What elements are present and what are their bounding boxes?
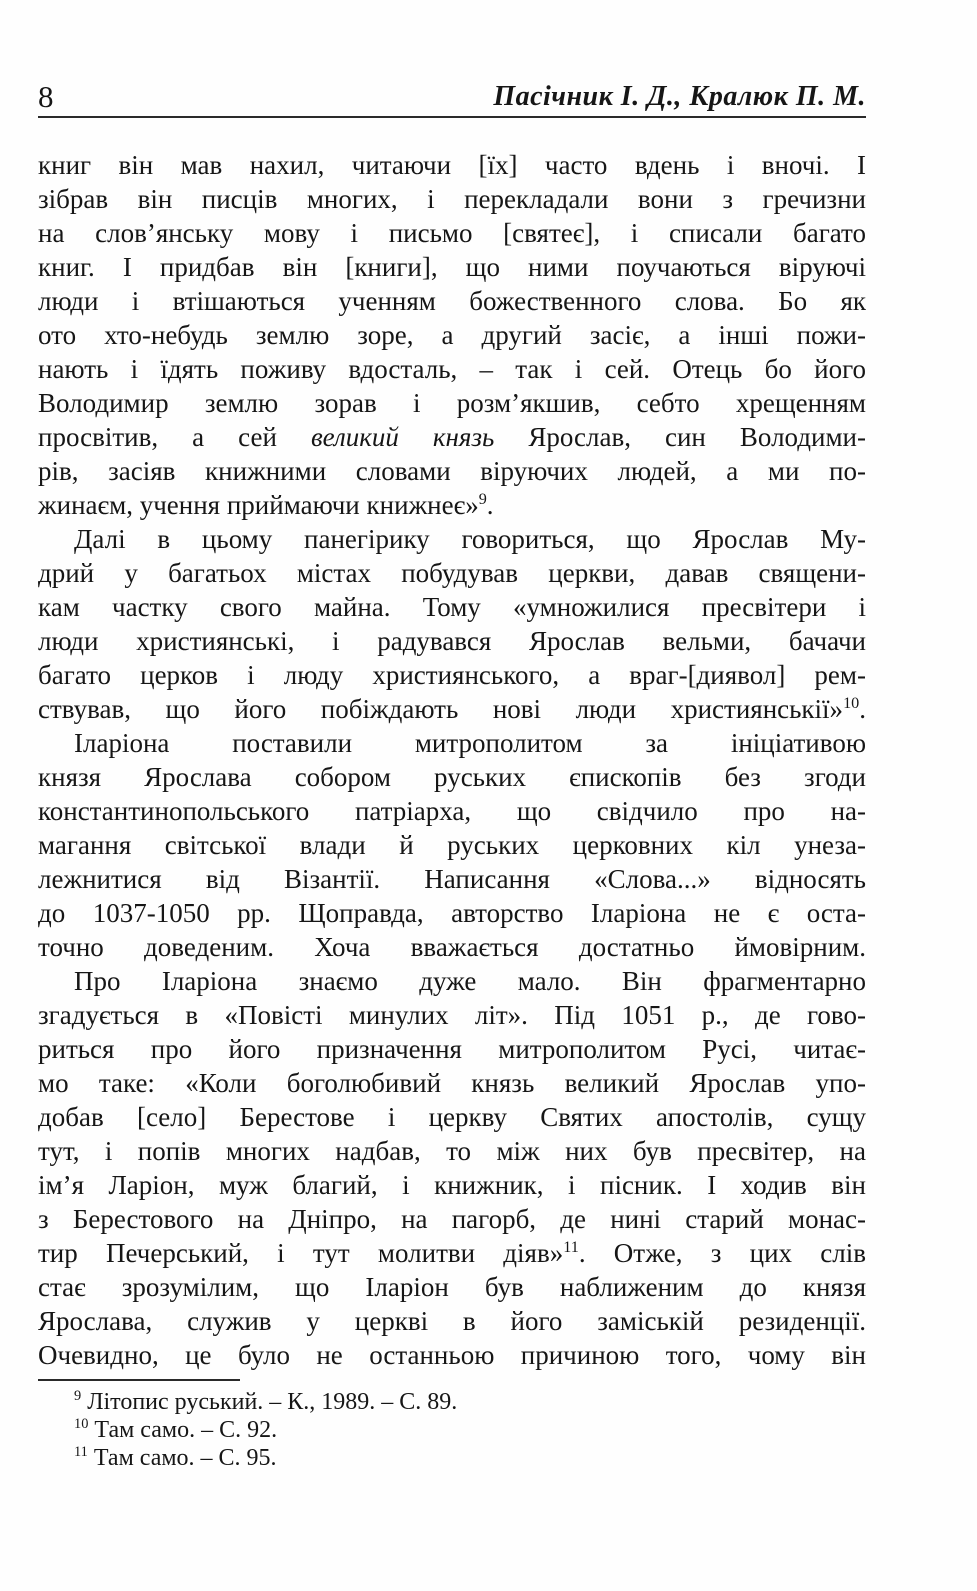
- text-line: Очевидно, це було не останньою причиною того, чому він: [38, 1340, 866, 1370]
- text-line: ім’я Ларіон, муж благий, і книжник, і пісник. І ходив він: [38, 1170, 866, 1200]
- paragraph: [38, 148, 866, 522]
- text-line: люди християнські, і радувався Ярослав вельми, бачачи: [38, 626, 866, 656]
- paragraph: [38, 522, 866, 726]
- text-line: книг він мав нахил, читаючи [їх] часто вдень і вночі. І: [38, 150, 866, 180]
- text-line: риться про його призначення митрополитом Русі, читає-: [38, 1034, 866, 1064]
- text-line: князя Ярослава собором руських єпископів без згоди: [38, 762, 866, 792]
- text-line: з Берестового на Дніпро, на пагорб, де нині старий монас-: [38, 1204, 866, 1234]
- page-content: [38, 80, 866, 1472]
- text-line: просвітив, а сей великий князь Ярослав, син Володими-: [38, 422, 866, 452]
- text-line: до 1037-1050 рр. Щоправда, авторство Іларіона не є оста-: [38, 898, 866, 928]
- running-title: Пасічник І. Д., Кралюк П. М.: [493, 81, 866, 112]
- text-line: Володимир землю зорав і розм’якшив, себто хрещенням: [38, 388, 866, 418]
- footnote-ref: 11: [563, 1238, 579, 1256]
- page-header: [38, 80, 866, 114]
- text-line: згадується в «Повісті минулих літ». Під 1051 р., де гово-: [38, 1000, 866, 1030]
- text-line: добав [село] Берестове і церкву Святих апостолів, сущу: [38, 1102, 866, 1132]
- text-line: стає зрозумілим, що Іларіон був наближеним до князя: [38, 1272, 866, 1302]
- text-line: лежнитися від Візантії. Написання «Слова...» відносять: [38, 864, 866, 894]
- italic-phrase: великий князь: [310, 422, 495, 452]
- text-line: ствував, що його побіждають нові люди християнськії»$^{10}$.: [38, 694, 866, 724]
- text-line: багато церков і люду християнського, а враг-[диявол] рем-: [38, 660, 866, 690]
- paragraph: [38, 726, 866, 964]
- text-line: рів, засіяв книжними словами віруючих людей, а ми по-: [38, 456, 866, 486]
- text-line: тут, і попів многих надбав, то між них був пресвітер, на: [38, 1136, 866, 1166]
- text-line: жинаєм, учення приймаючи книжнеє»$^9$.: [38, 490, 494, 520]
- footnote-ref: 9: [478, 490, 487, 508]
- text-line: зібрав він писців многих, і перекладали вони з гречизни: [38, 184, 866, 214]
- text-line: мо таке: «Коли боголюбивий князь великий Ярослав упо-: [38, 1068, 866, 1098]
- footnote: $^{10}$ Там само. – С. 92.: [74, 1416, 278, 1443]
- footnote: $^9$ Літопис руський. – К., 1989. – С. 89.: [74, 1388, 458, 1415]
- text-line: кам частку свого майна. Тому «умножилися пресвітери і: [38, 592, 866, 622]
- footnote-number: 10: [74, 1416, 89, 1432]
- footnote-number: 9: [74, 1388, 82, 1404]
- text-line: книг. І придбав він [книги], що ними поучаються віруючі: [38, 252, 866, 282]
- footnotes: [38, 1388, 866, 1472]
- text-line: нають і їдять поживу вдосталь, – так і сей. Отець бо його: [38, 354, 866, 384]
- text-line: дрий у багатьох містах побудував церкви, давав священи-: [38, 558, 866, 588]
- text-line: Про Іларіона знаємо дуже мало. Він фрагментарно: [74, 966, 866, 996]
- text-line: магання світської влади й руських церковних кіл унеза-: [38, 830, 866, 860]
- footnote-number: 11: [74, 1444, 88, 1460]
- text-line: люди і втішаються ученням божественного слова. Бо як: [38, 286, 866, 316]
- text-line: константинопольського патріарха, що свідчило про на-: [38, 796, 866, 826]
- footnote-ref: 10: [843, 694, 860, 712]
- paragraph: [38, 964, 866, 1372]
- text-line: точно доведеним. Хоча вважається достатньо ймовірним.: [38, 932, 866, 962]
- page-number: 8: [38, 79, 54, 114]
- text-line: тир Печерський, і тут молитви діяв»$^{11}$. Отже, з цих слів: [38, 1238, 866, 1268]
- text-line: на слов’янську мову і письмо [святеє], і списали багато: [38, 218, 866, 248]
- footnote-separator: [38, 1379, 240, 1381]
- text-line: Далі в цьому панегірику говориться, що Ярослав Му-: [74, 524, 866, 554]
- text-line: Іларіона поставили митрополитом за ініціативою: [74, 728, 866, 758]
- footnote: $^{11}$ Там само. – С. 95.: [74, 1444, 277, 1471]
- text-line: ото хто-небудь землю зоре, а другий засіє, а інші пожи-: [38, 320, 866, 350]
- header-rule: [38, 116, 866, 118]
- body-text: [38, 148, 866, 1372]
- text-line: Ярослава, служив у церкві в його заміській резиденції.: [38, 1306, 866, 1336]
